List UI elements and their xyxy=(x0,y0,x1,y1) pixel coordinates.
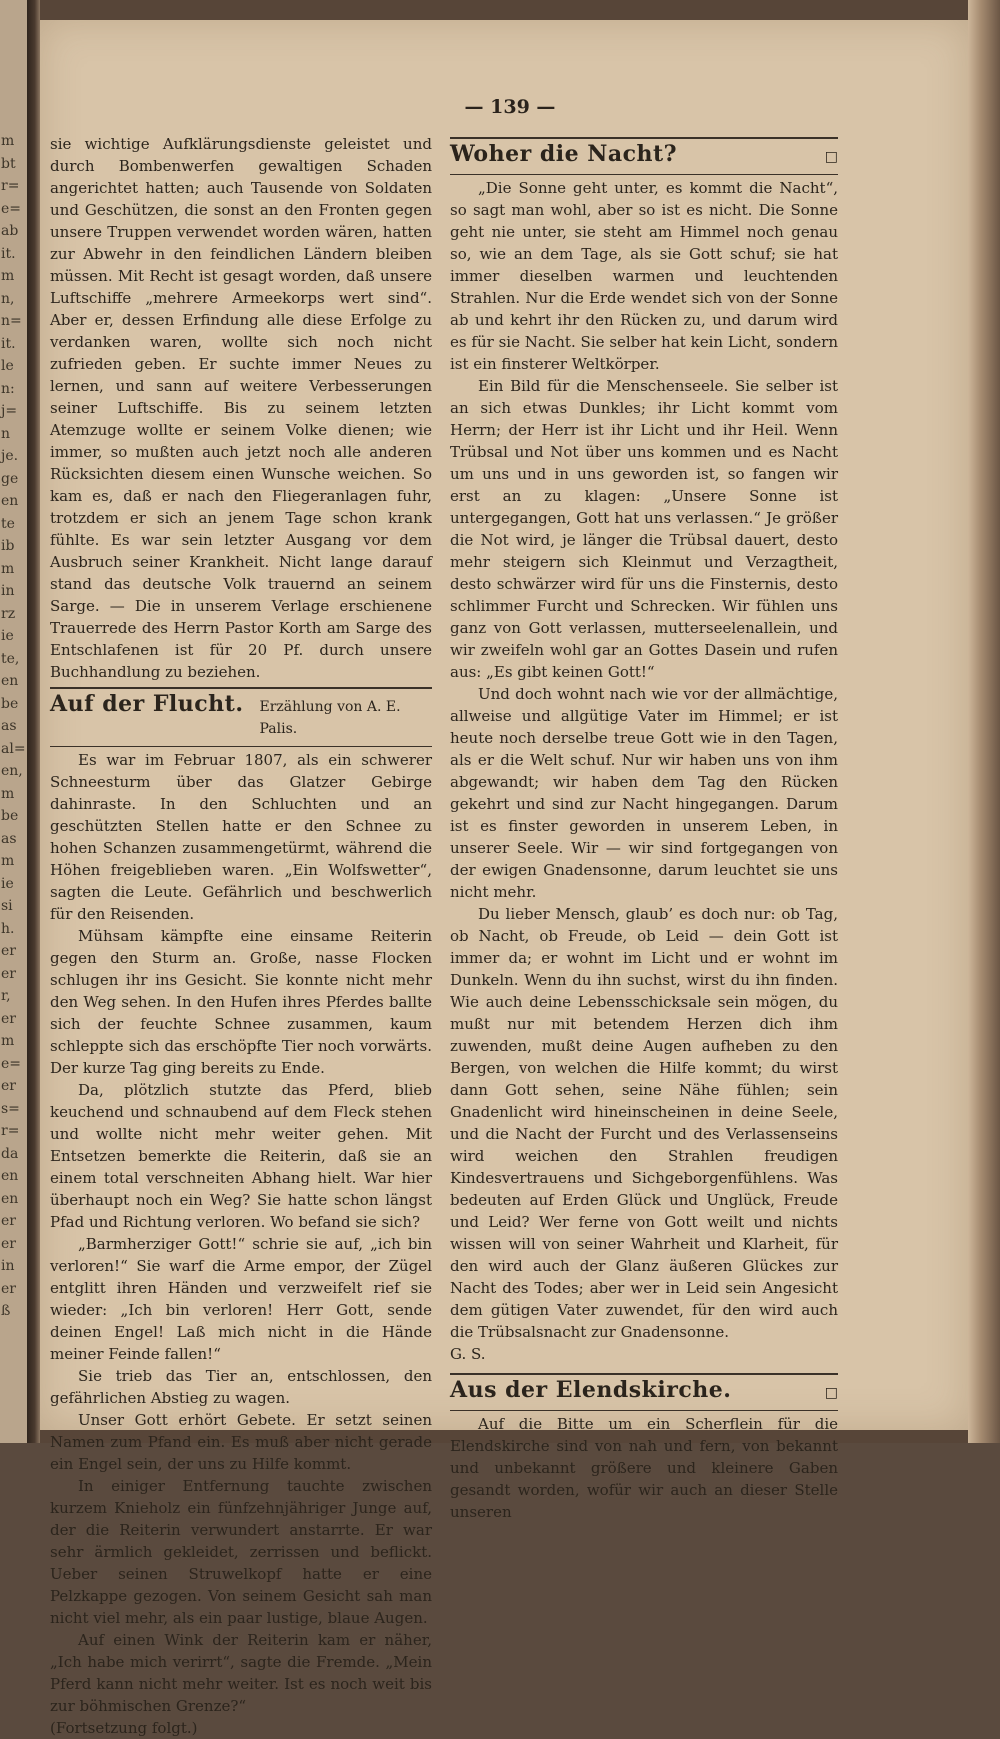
prev-page-text-fragment: n= xyxy=(1,313,22,329)
prev-page-text-fragment: in xyxy=(1,1258,15,1274)
section-rule xyxy=(50,687,432,689)
prev-page-text-fragment: it. xyxy=(1,245,16,262)
prev-page-text-fragment: n xyxy=(1,425,11,442)
prev-page-text-fragment: rz xyxy=(1,605,16,622)
prev-page-text-fragment: en, xyxy=(1,763,23,779)
page-number: — 139 — xyxy=(464,96,556,118)
prev-page-text-fragment: ie xyxy=(1,628,14,644)
heading-rule xyxy=(450,1410,838,1411)
prev-page-text-fragment: si xyxy=(1,898,13,914)
prev-page-text-fragment: bt xyxy=(1,155,16,172)
article1-paragraph: Und doch wohnt nach wie vor der allmächtige, allweise und allgütige Vater im Himmel; er ist heute noch derselbe treue Gott wie in den Tagen, als er die Welt schuf. Nur wir haben uns von ihm abgewandt; wir haben dem Tag den Rücken gekehrt und sind zur Nacht hingegangen. Darum ist es finster geworden in unserem Leben, in unserer Seele. Wir — wir sind fortgegangen von der ewigen Gnadensonne, darum leuchtet sie uns nicht mehr. xyxy=(450,685,838,901)
prev-page-text-fragment: en xyxy=(1,1168,19,1184)
article2-paragraph: Auf die Bitte um ein Scherflein für die Elendskirche sind von nah und fern, von bekannt und unbekannt größere und kleinere Gaben gesandt worden, wofür wir auch an dieser Stelle unseren xyxy=(450,1415,838,1521)
prev-page-text-fragment: ge xyxy=(1,470,19,487)
prev-page-text-fragment: it. xyxy=(1,335,16,352)
square-ornament-icon: □ xyxy=(824,149,838,165)
book-gutter xyxy=(27,0,40,1443)
prev-page-text-fragment: r= xyxy=(1,178,20,194)
prev-page-text-fragment: al= xyxy=(1,740,26,757)
story-paragraph: „Barmherziger Gott!“ schrie sie auf, „ich bin verloren!“ Sie warf die Arme empor, der Zügel entglitt ihren Händen und verzweifelt rief sie wieder: „Ich bin verloren! Herr Gott, sende deinen Engel! Laß mich nicht in die Hände meiner Feinde fallen!“ xyxy=(50,1235,432,1363)
square-ornament-icon: □ xyxy=(824,1385,838,1401)
prev-page-text-fragment: e= xyxy=(1,200,22,217)
prev-page-text-fragment: te, xyxy=(1,650,20,667)
prev-page-text-fragment: be xyxy=(1,808,19,824)
story-paragraph: Mühsam kämpfte eine einsame Reiterin gegen den Sturm an. Große, nasse Flocken schlugen ihr ins Gesicht. Sie konnte nicht mehr den Weg sehen. In den Hufen ihres Pferdes ballte sich der feuchte Schnee zusammen, kaum schleppte sich das erschöpfte Tier noch vorwärts. Der kurze Tag ging bereits zu Ende. xyxy=(50,927,432,1077)
prev-page-text-fragment: er xyxy=(1,943,16,959)
prev-page-text-fragment: ib xyxy=(1,538,15,554)
prev-page-text-fragment: er xyxy=(1,965,16,982)
article1-paragraph: „Die Sonne geht unter, es kommt die Nacht“, so sagt man wohl, aber so ist es nicht. Die Sonne geht nie unter, sie steht am Himmel noch genau so, wie an dem Tage, als sie Gott schuf; sie hat immer dieselben warmen und leuchtenden Strahlen. Nur die Erde wendet sich von der Sonne ab und kehrt ihr den Rücken zu, und darum wird es für sie Nacht. Sie selber hat kein Licht, sondern ist ein finsterer Weltkörper. xyxy=(450,179,838,373)
prev-page-text-fragment: da xyxy=(1,1145,19,1162)
prev-page-text-fragment: m xyxy=(1,853,15,869)
story-paragraph: Sie trieb das Tier an, entschlossen, den gefährlichen Abstieg zu wagen. xyxy=(50,1367,432,1407)
right-column xyxy=(450,133,838,1523)
prev-page-text-fragment: er xyxy=(1,1078,16,1094)
prev-page-text-fragment: m xyxy=(1,560,15,577)
story-paragraph: Da, plötzlich stutzte das Pferd, blieb keuchend und schnaubend auf dem Fleck stehen und wollte nicht mehr weiter gehen. Mit Entsetzen bemerkte die Reiterin, daß sie an einem total verschneiten Abhang hielt. War hier überhaupt noch ein Weg? Sie hatte schon längst Pfad und Richtung verloren. Wo befand sie sich? xyxy=(50,1081,432,1231)
story-byline: Erzählung von A. E. Palis. xyxy=(259,699,401,737)
story-paragraph: In einiger Entfernung tauchte zwischen kurzem Knieholz ein fünfzehnjähriger Junge auf, der die Reiterin verwundert anstarrte. Er war sehr ärmlich gekleidet, zerrissen und beflickt. Ueber seinen Struwelkopf hatte er eine Pelzkappe gezogen. Von seinem Gesicht sah man nicht viel mehr, als ein paar lustige, blaue Augen. xyxy=(50,1477,432,1627)
heading-rule xyxy=(50,746,432,747)
prev-page-text-fragment: as xyxy=(1,718,17,734)
prev-page-text-fragment: m xyxy=(1,1033,15,1049)
prev-page-text-fragment: er xyxy=(1,1213,16,1229)
prev-page-text-fragment: m xyxy=(1,785,15,802)
story-title: Auf der Flucht. xyxy=(50,691,244,717)
page xyxy=(40,20,968,1737)
prev-page-text-fragment: j= xyxy=(1,403,18,419)
prev-page-text-fragment: s= xyxy=(1,1100,20,1117)
prev-page-text-fragment: er xyxy=(1,1010,16,1027)
story-paragraph: Unser Gott erhört Gebete. Er setzt seinen Namen zum Pfand ein. Es muß aber nicht gerade ein Engel sein, der uns zu Hilfe kommt. xyxy=(50,1411,432,1473)
article1-heading xyxy=(450,143,838,168)
story-paragraph: Es war im Februar 1807, als ein schwerer Schneesturm über das Glatzer Gebirge dahinraste. In den Schluchten und an geschützten Stellen hatte er den Schnee zu hohen Schanzen zusammengetürmt, während die Höhen freigeblieben waren. „Ein Wolfswetter“, sagten die Leute. Gefährlich und beschwerlich für den Reisenden. xyxy=(50,751,432,923)
prev-page-text-fragment: en xyxy=(1,493,19,509)
continuation-note: (Fortsetzung folgt.) xyxy=(50,1719,198,1737)
story-paragraph: Auf einen Wink der Reiterin kam er näher, „Ich habe mich verirrt“, sagte die Fremde. „Mein Pferd kann nicht mehr weiter. Ist es noch weit bis zur böhmischen Grenze?“ xyxy=(50,1631,432,1715)
article1-paragraph: Du lieber Mensch, glaub’ es doch nur: ob Tag, ob Nacht, ob Freude, ob Leid — dein Gott ist immer da; er wohnt im Licht und er wohnt im Dunkeln. Wenn du ihn suchst, wirst du ihn finden. Wie auch deine Lebensschicksale sein mögen, du mußt nur mit betendem Herzen dich ihm zuwenden, mußt deine Augen aufheben zu den Bergen, von welchen die Hilfe kommt; du wirst dann Gott sehen, seine Nähe fühlen; sein Gnadenlicht wird hineinscheinen in deine Seele, und die Nacht der Furcht und des Verlassenseins wird weichen den Strahlen freudigen Kindesvertrauens und Sichgeborgenfühlens. Was bedeuten auf Erden Glück und Unglück, Freude und Leid? Wer ferne von Gott weilt und nichts wissen will von seiner Wahrheit und Klarheit, für den wird auch der Glanz äußeren Glückes zur Nacht des Todes; aber wer in Leid sein Angesicht dem gütigen Vater zuwendet, für den wird auch die Trübsalsnacht zur Gnadensonne. xyxy=(450,905,838,1341)
prev-page-text-fragment: er xyxy=(1,1235,16,1252)
heading-rule xyxy=(450,174,838,175)
prev-page-text-fragment: m xyxy=(1,133,15,149)
prev-page-text-fragment: r, xyxy=(1,988,11,1004)
article1-title: Woher die Nacht? xyxy=(450,141,678,167)
prev-page-text-fragment: er xyxy=(1,1280,16,1297)
prev-page-text-fragment: m xyxy=(1,268,15,284)
section-rule xyxy=(450,137,838,139)
article2-heading xyxy=(450,1379,838,1404)
prev-page-text-fragment: ß xyxy=(1,1303,11,1319)
prev-page-text-fragment: as xyxy=(1,830,17,847)
prev-page-text-fragment: te xyxy=(1,515,15,532)
prev-page-text-fragment: ie xyxy=(1,875,14,892)
article2-title: Aus der Elendskirche. xyxy=(450,1377,732,1403)
prev-page-text-fragment: le xyxy=(1,358,14,374)
prev-page-text-fragment: e= xyxy=(1,1055,22,1072)
previous-page-edge xyxy=(0,0,27,1443)
intro-paragraph: sie wichtige Aufklärungsdienste geleistet und durch Bombenwerfen gewaltigen Schaden angerichtet hatten; auch Tausende von Soldaten und Geschützen, die sonst an den Fronten gegen unsere Truppen verwendet worden wären, hatten zur Abwehr in den feindlichen Ländern bleiben müssen. Mit Recht ist gesagt worden, daß unsere Luftschiffe „mehrere Armeekorps wert sind“. Aber er, dessen Erfindung alle diese Erfolge zu verdanken waren, wollte sich noch nicht zufrieden geben. Er suchte immer Neues zu lernen, und sann auf weitere Verbesserungen seiner Luftschiffe. Bis zu seinem letzten Atemzuge wollte er seinem Volke dienen; wie immer, so mußten auch jetzt noch alle anderen Rücksichten diesem einen Wunsche weichen. So kam es, daß er nach den Fliegeranlagen fuhr, trotzdem er sich an jenem Tage schon krank fühlte. Es war sein letzter Ausgang vor dem Ausbruch seiner Krankheit. Nicht lange darauf stand das deutsche Volk trauernd an seinem Sarge. — Die in unserem Verlage erschienene Trauerrede des Herrn Pastor Korth am Sarge des Entschlafenen ist für 20 Pf. durch unsere Buchhandlung zu beziehen. xyxy=(50,135,432,681)
prev-page-text-fragment: n: xyxy=(1,380,15,397)
article1-signature: G. S. xyxy=(450,1345,486,1363)
prev-page-text-fragment: ab xyxy=(1,223,19,239)
article1-paragraph: Ein Bild für die Menschenseele. Sie selber ist an sich etwas Dunkles; ihr Licht kommt vom Herrn; der Herr ist ihr Licht und ihr Heil. Wenn Trübsal und Not über uns kommen und es Nacht um uns und in uns geworden ist, so fangen wir erst an zu klagen: „Unsere Sonne ist untergegangen, Gott hat uns verlassen.“ Je größer die Not wird, je länger die Trübsal dauert, desto mehr steigern sich Kleinmut und Verzagtheit, desto schwärzer wird für uns die Finsternis, desto schlimmer Furcht und Schrecken. Wir fühlen uns ganz von Gott verlassen, mutterseelenallein, und wir zweifeln wohl gar an Gottes Dasein und rufen aus: „Es gibt keinen Gott!“ xyxy=(450,377,838,681)
prev-page-text-fragment: be xyxy=(1,695,19,712)
prev-page-text-fragment: en xyxy=(1,1190,19,1207)
prev-page-text-fragment: je. xyxy=(1,448,19,464)
prev-page-text-fragment: h. xyxy=(1,920,15,937)
prev-page-text-fragment: en xyxy=(1,673,19,689)
prev-page-text-fragment: in xyxy=(1,583,15,599)
section-rule xyxy=(450,1373,838,1375)
page-stack-edge xyxy=(968,0,1000,1443)
story-heading xyxy=(50,693,432,740)
left-column xyxy=(50,133,432,1739)
prev-page-text-fragment: r= xyxy=(1,1123,20,1139)
prev-page-text-fragment: n, xyxy=(1,290,15,307)
